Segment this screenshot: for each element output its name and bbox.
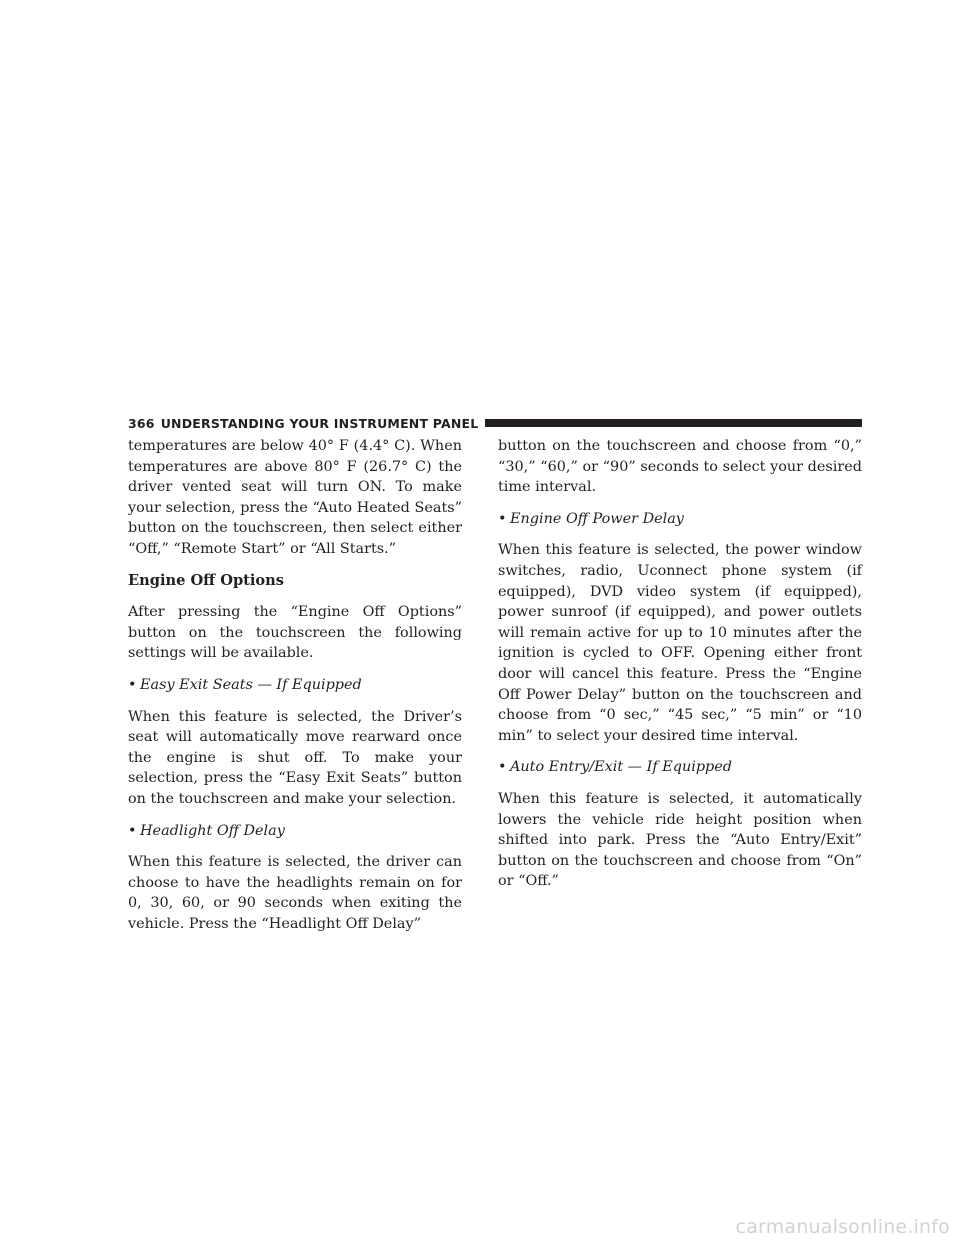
bullet-easy-exit-seats xyxy=(128,675,462,696)
watermark-text: carmanualsonline.info xyxy=(735,1216,950,1238)
paragraph-power-delay: When this feature is selected, the power window switches, radio, Uconnect phone system (if equipped), DVD video system (if equipped), power sunroof (if equipped), and power outlets will remain active for up to 10 minutes after the ignition is cycled to OFF. Opening either front door will cancel this feature. Press the “Engine Off Power Delay” button on the touchscreen and choose from “0 sec,” “45 sec,” “5 min” or “10 min” to select your desired time interval. xyxy=(498,542,862,744)
page-number: 366 xyxy=(128,415,155,431)
section-title: UNDERSTANDING YOUR INSTRUMENT PANEL xyxy=(160,415,479,431)
bullet-label: Engine Off Power Delay xyxy=(510,510,684,527)
right-column xyxy=(498,436,862,903)
paragraph-easy-exit: When this feature is selected, the Driver’s seat will automatically move rearward once the engine is shut off. To make your selection, press the “Easy Exit Seats” button on the touchscreen and make your selection. xyxy=(128,708,462,807)
bullet-headlight-off-delay xyxy=(128,821,462,842)
header-rule xyxy=(485,419,862,427)
paragraph-headlight-cont: button on the touchscreen and choose from “0,” “30,” “60,” or “90” seconds to select your desired time interval. xyxy=(498,438,862,496)
bullet-engine-off-power-delay xyxy=(498,509,862,530)
bullet-icon: • xyxy=(498,510,507,527)
bullet-icon: • xyxy=(498,759,507,776)
bullet-auto-entry-exit xyxy=(498,757,862,778)
bullet-label: Auto Entry/Exit — If Equipped xyxy=(510,759,732,776)
paragraph-headlight: When this feature is selected, the driver can choose to have the headlights remain on for 0, 30, 60, or 90 seconds when exiting the vehicle. Press the “Headlight Off Delay” xyxy=(128,854,462,932)
left-column xyxy=(128,436,462,945)
paragraph-auto-entry: When this feature is selected, it automatically lowers the vehicle ride height position when shifted into park. Press the “Auto Entry/Exit” button on the touchscreen and choose from “On” or “Off.” xyxy=(498,790,862,890)
bullet-label: Easy Exit Seats — If Equipped xyxy=(140,676,362,693)
bullet-label: Headlight Off Delay xyxy=(140,822,285,839)
page-header xyxy=(128,414,862,432)
paragraph-vented-seat: temperatures are below 40° F (4.4° C). When temperatures are above 80° F (26.7° C) the driver vented seat will turn ON. To make your selection, press the “Auto Heated Seats” button on the touchscreen, then select either “Off,” “Remote Start” or “All Starts.” xyxy=(128,438,462,557)
paragraph-engine-off-intro: After pressing the “Engine Off Options” button on the touchscreen the following settings will be available. xyxy=(128,604,462,662)
heading-engine-off-options: Engine Off Options xyxy=(128,571,284,589)
bullet-icon: • xyxy=(128,822,137,839)
bullet-icon: • xyxy=(128,676,137,693)
